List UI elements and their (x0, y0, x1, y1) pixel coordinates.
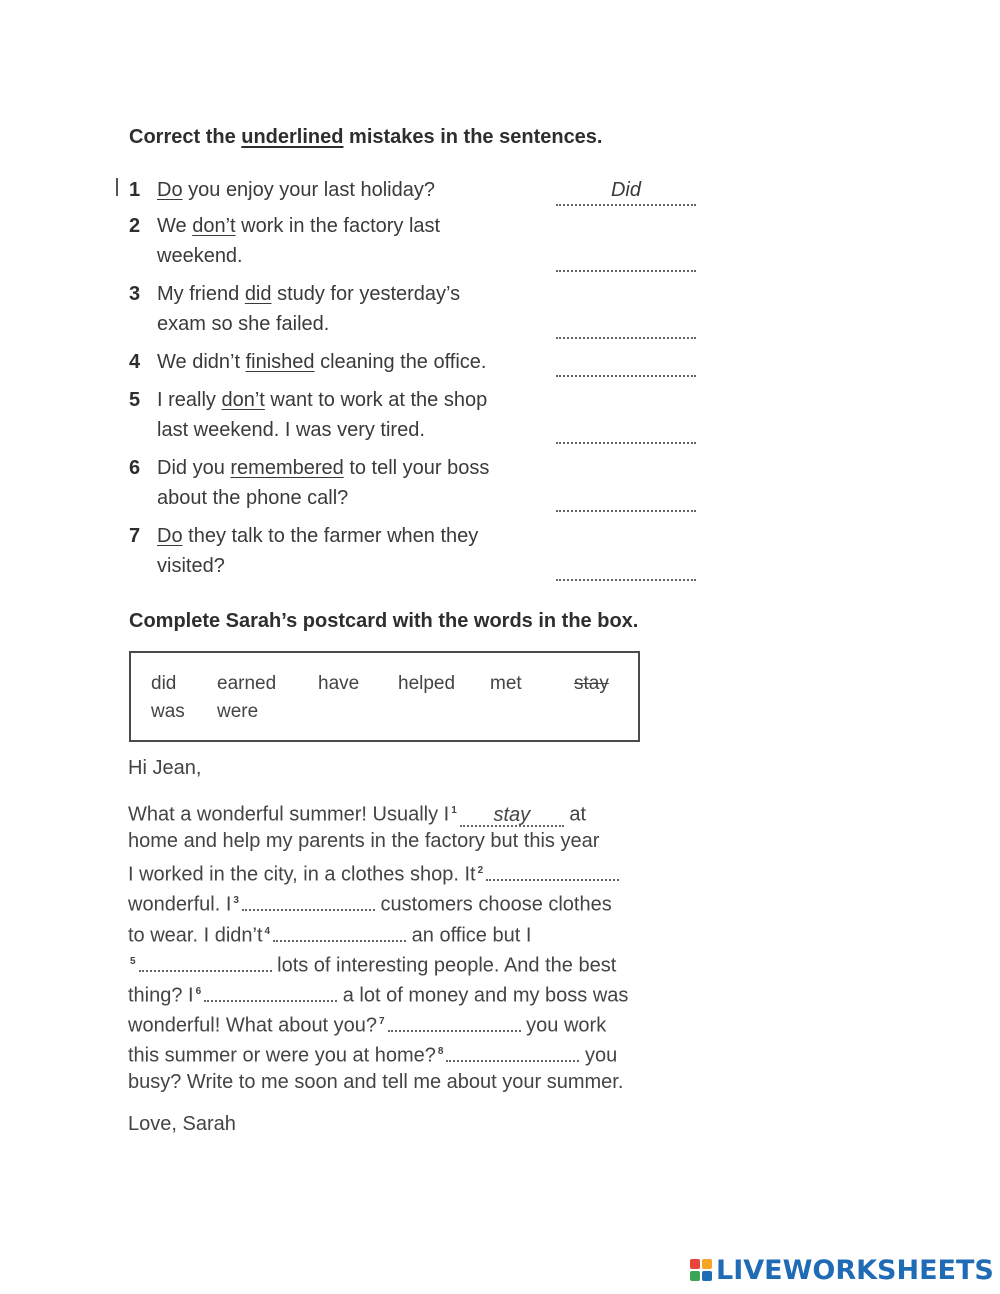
greeting: Hi Jean, (128, 757, 202, 779)
postcard-line: this summer or were you at home? $^8$ you (128, 1037, 617, 1071)
item-number: 4 (129, 351, 141, 373)
item-number: 6 (129, 457, 141, 479)
logo-grid-icon (690, 1259, 712, 1281)
answer-field-7[interactable] (556, 553, 696, 581)
postcard-line: thing? I $^6$ a lot of money and my boss was (128, 977, 628, 1011)
gap-4[interactable] (273, 920, 406, 942)
exercise-2-heading: Complete Sarah’s postcard with the words in the box. (129, 610, 639, 632)
postcard-line: I worked in the city, in a clothes shop. It $^2$ (128, 856, 619, 890)
postcard-line: $^5$ lots of interesting people. And the best (128, 947, 616, 981)
gap-5[interactable] (139, 950, 272, 972)
postcard-line: home and help my parents in the factory but this year (128, 830, 600, 852)
answer-field-2[interactable] (556, 244, 696, 272)
gap-8[interactable] (446, 1040, 579, 1062)
word-was: was (151, 701, 185, 722)
underlined-mistake: did (244, 283, 272, 305)
item-number: 2 (129, 215, 141, 237)
answer-field-4[interactable] (556, 349, 696, 377)
margin-mark (116, 178, 118, 196)
gap-2[interactable] (486, 859, 619, 881)
liveworksheets-logo (690, 1254, 994, 1286)
item-number: 7 (129, 525, 141, 547)
sentence-item-3: 3 My friend did study for yesterday’s exam so she failed. (129, 279, 559, 339)
word-met: met (490, 673, 522, 694)
word-did: did (151, 673, 177, 694)
heading-underlined-word: underlined (241, 126, 344, 148)
underlined-mistake: Do (157, 179, 183, 201)
answer-field-5[interactable] (556, 416, 696, 444)
gap-7[interactable] (388, 1010, 521, 1032)
postcard-line: busy? Write to me soon and tell me about your summer. (128, 1071, 624, 1093)
word-box (129, 651, 640, 742)
postcard-line: What a wonderful summer! Usually I $^1$ stay at (128, 803, 587, 826)
postcard-line: to wear. I didn’t $^4$ an office but I (128, 917, 531, 951)
underlined-mistake: don’t (192, 215, 236, 237)
brand-name: LIVEWORKSHEETS (716, 1254, 994, 1286)
word-helped: helped (398, 673, 456, 694)
word-earned: earned (217, 673, 277, 694)
sentence-item-6: 6 Did you remembered to tell your boss about the phone call? (129, 453, 559, 513)
word-were: were (217, 701, 259, 722)
sentence-item-7: 7 Do they talk to the farmer when they visited? (129, 521, 559, 581)
exercise-1-heading: Correct the underlined mistakes in the sentences. (129, 126, 603, 148)
word-stay-used: stay (574, 673, 609, 694)
underlined-mistake: Do (157, 525, 183, 547)
answer-field-6[interactable] (556, 484, 696, 512)
sentence-item-5: 5 I really don’t want to work at the shop last weekend. I was very tired. (129, 385, 559, 445)
underlined-mistake: finished (245, 351, 315, 373)
sentence-item-4: 4 We didn’t finished cleaning the office. (129, 347, 559, 377)
underlined-mistake: remembered (230, 457, 344, 479)
postcard-line: wonderful! What about you? $^7$ you work (128, 1007, 606, 1041)
item-number: 1 (129, 179, 141, 201)
answer-field-3[interactable] (556, 311, 696, 339)
postcard-line: wonderful. I $^3$ customers choose clothes (128, 886, 612, 920)
gap-3[interactable] (242, 889, 375, 911)
answer-field-1[interactable]: Did (556, 178, 696, 206)
sentence-item-1: 1 Do you enjoy your last holiday? (129, 175, 559, 205)
gap-6[interactable] (204, 980, 337, 1002)
word-have: have (318, 673, 360, 694)
underlined-mistake: don’t (221, 389, 265, 411)
signoff: Love, Sarah (128, 1113, 236, 1135)
item-number: 3 (129, 283, 141, 305)
gap-1[interactable]: stay (460, 805, 564, 827)
sentence-item-2: 2 We don’t work in the factory last weekend. (129, 211, 559, 271)
item-number: 5 (129, 389, 141, 411)
